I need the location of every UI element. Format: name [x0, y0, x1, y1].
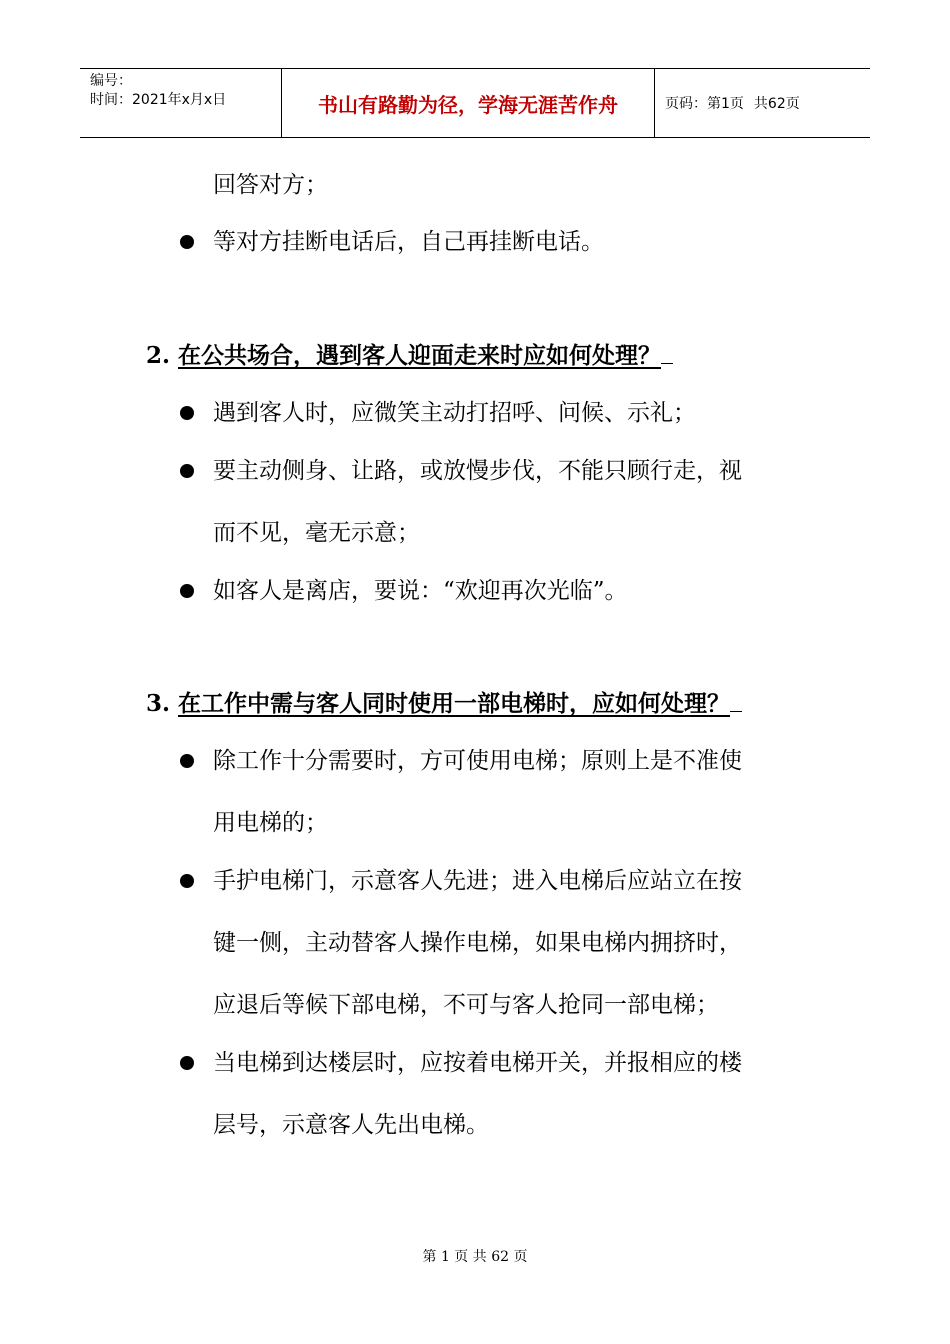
bullet-text-continued: 键一侧，主动替客人操作电梯，如果电梯内拥挤时，	[213, 930, 742, 956]
section-number: 2.	[146, 342, 171, 369]
section-number: 3.	[146, 690, 171, 717]
header-page-total: 共62页	[753, 96, 800, 112]
section-heading-2	[146, 341, 673, 371]
header-page-number: 页码：第1页	[665, 96, 744, 112]
section-title: 在公共场合，遇到客人迎面走来时应如何处理？	[178, 342, 661, 369]
bullet-text-continued: 用电梯的；	[213, 810, 328, 836]
bullet-text-continued: 层号，示意客人先出电梯。	[213, 1112, 489, 1138]
bullet-icon	[180, 406, 194, 420]
bullet-icon	[180, 874, 194, 888]
bullet-text: 除工作十分需要时，方可使用电梯；原则上是不准使	[213, 748, 742, 774]
bullet-text-continued: 而不见，毫无示意；	[213, 520, 420, 546]
header-page-info	[655, 69, 870, 137]
page-footer: 第 1 页 共 62 页	[422, 1249, 528, 1265]
continued-text: 回答对方；	[213, 172, 328, 198]
section-heading-3	[146, 689, 742, 719]
bullet-icon	[180, 584, 194, 598]
bullet-icon	[180, 464, 194, 478]
bullet-text: 当电梯到达楼层时，应按着电梯开关，并报相应的楼	[213, 1050, 742, 1076]
bullet-text: 手护电梯门，示意客人先进；进入电梯后应站立在按	[213, 868, 742, 894]
section-title: 在工作中需与客人同时使用一部电梯时，应如何处理？	[178, 690, 730, 717]
document-time: 时间：2021年x月x日	[90, 92, 227, 108]
bullet-icon	[180, 1056, 194, 1070]
bullet-text: 等对方挂断电话后，自己再挂断电话。	[213, 229, 604, 255]
bullet-text-continued: 应退后等候下部电梯，不可与客人抢同一部电梯；	[213, 992, 719, 1018]
document-header	[80, 68, 870, 138]
document-number: 编号：	[90, 73, 132, 89]
bullet-icon	[180, 754, 194, 768]
bullet-text: 要主动侧身、让路，或放慢步伐，不能只顾行走，视	[213, 458, 742, 484]
bullet-text: 遇到客人时，应微笑主动打招呼、问候、示礼；	[213, 400, 696, 426]
bullet-text: 如客人是离店，要说：“欢迎再次光临”。	[213, 578, 628, 604]
header-meta	[80, 69, 282, 137]
header-motto: 书山有路勤为径，学海无涯苦作舟	[282, 69, 655, 137]
bullet-icon	[180, 235, 194, 249]
